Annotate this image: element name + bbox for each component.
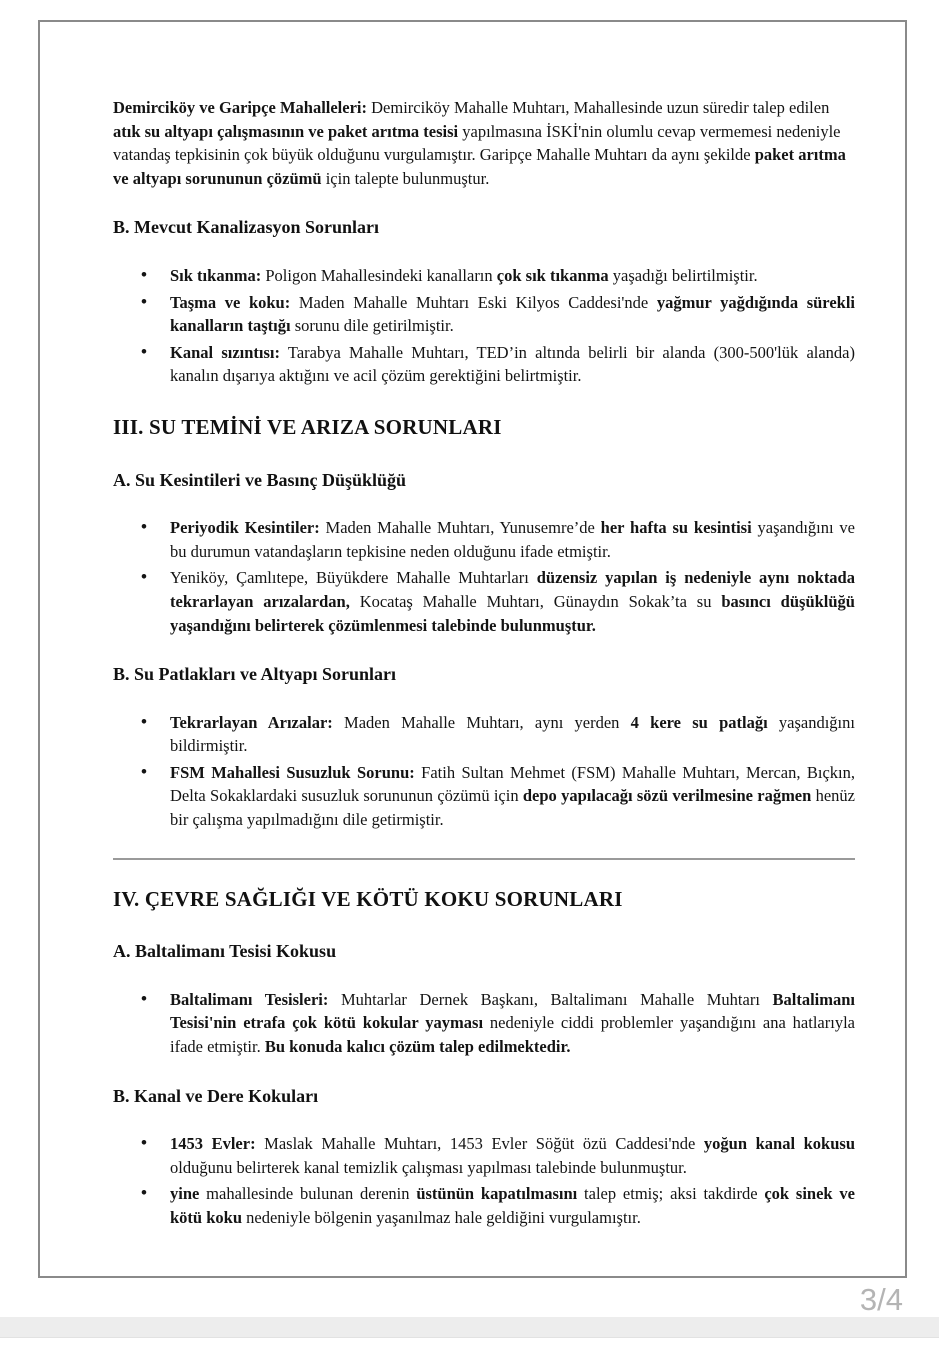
bullet-item	[113, 1182, 855, 1229]
text-segment: sorunu dile getirilmiştir.	[290, 316, 454, 336]
bullet-list-baltalimani	[113, 988, 855, 1059]
text-segment-bold: basıncı düşüklüğü yaşandığını belirterek çözümlenmesi talebinde bulunmuştur.	[170, 591, 855, 635]
subsection-heading-kanal-dere: B. Kanal ve Dere Kokuları	[113, 1085, 319, 1106]
text-segment-bold: Periyodik Kesintiler:	[170, 518, 320, 538]
text-segment: yaşadığı belirtilmiştir.	[608, 265, 758, 285]
text-segment-bold: her hafta su kesintisi	[600, 518, 752, 538]
bullet-item	[113, 988, 855, 1059]
text-segment: Poligon Mahallesindeki kanalların	[261, 265, 497, 285]
text-segment: Maden Mahalle Muhtarı, aynı yerden	[332, 712, 631, 732]
document-page	[38, 20, 907, 1278]
text-segment-bold: Baltalimanı Tesisi'nin etrafa çok kötü kokular yayması	[170, 989, 856, 1033]
text-segment: Fatih Sultan Mehmet (FSM) Mahalle Muhtarı, Mercan, Bıçkın, Delta Sokaklardaki susuzluk sorununun çözümü için	[170, 762, 855, 806]
text-segment: için talepte bulunmuştur.	[321, 168, 490, 188]
text-segment: Kocataş Mahalle Muhtarı, Günaydın Sokak’ta su	[349, 591, 722, 611]
text-segment-bold: Baltalimanı Tesisleri:	[170, 989, 329, 1009]
text-segment-bold: depo yapılacağı sözü verilmesine rağmen	[522, 786, 812, 806]
bullet-item	[113, 1132, 855, 1179]
text-segment-bold: yoğun kanal kokusu	[703, 1134, 856, 1154]
text-segment-bold: yağmur yağdığında sürekli kanalların taştığı	[170, 292, 855, 336]
bullet-list-kanalizasyon	[113, 264, 855, 388]
bullet-item	[113, 761, 855, 832]
bullet-item	[113, 516, 855, 563]
bullet-list-kanal-dere	[113, 1132, 855, 1229]
subsection-heading-baltalimani: A. Baltalimanı Tesisi Kokusu	[113, 941, 337, 962]
text-segment-bold: paket arıtma ve altyapı sorununun çözümü	[113, 145, 846, 188]
text-segment-bold: atık su altyapı çalışmasının ve paket arıtma tesisi	[113, 121, 459, 141]
text-segment: yaşandığını ve bu durumun vatandaşların tepkisine neden olduğunu ifade etmiştir.	[170, 518, 855, 561]
subsection-heading-su-patlaklari: B. Su Patlakları ve Altyapı Sorunları	[113, 664, 397, 685]
section-divider	[113, 858, 855, 860]
text-segment-bold: FSM Mahallesi Susuzluk Sorunu:	[170, 762, 415, 782]
text-segment-bold: çok sinek ve kötü koku	[170, 1184, 856, 1227]
text-segment-bold: Taşma ve koku:	[170, 292, 291, 312]
text-segment-bold: Tekrarlayan Arızalar:	[170, 712, 333, 732]
text-segment-bold: Sık tıkanma:	[170, 265, 262, 285]
text-segment-bold: düzensiz yapılan iş nedeniyle aynı noktada tekrarlayan arızalardan,	[170, 568, 855, 611]
text-segment-bold: Demirciköy ve Garipçe Mahalleleri:	[113, 98, 367, 117]
text-segment: Maslak Mahalle Muhtarı, 1453 Evler Söğüt özü Caddesi'nde	[255, 1134, 704, 1154]
text-segment: Maden Mahalle Muhtarı Eski Kilyos Caddesi'nde	[290, 292, 657, 312]
section-heading-su-temini: III. SU TEMİNİ VE ARIZA SORUNLARI	[113, 414, 502, 439]
text-segment: nedeniyle ciddi problemler yaşandığını ana hatlarıyla ifade etmiştir.	[170, 1013, 855, 1057]
text-segment: mahallesinde bulunan derenin	[199, 1184, 417, 1204]
bullet-item	[113, 341, 855, 388]
text-segment-bold: 4 kere su patlağı	[630, 712, 768, 732]
text-segment: talep etmiş; aksi takdirde	[577, 1184, 765, 1204]
text-segment: henüz bir çalışma yapılmadığını dile getirmiştir.	[170, 786, 855, 830]
text-segment: Muhtarlar Dernek Başkanı, Baltalimanı Mahalle Muhtarı	[328, 989, 773, 1009]
text-segment: Maden Mahalle Muhtarı, Yunusemre’de	[319, 518, 601, 538]
subsection-heading-su-kesintileri: A. Su Kesintileri ve Basınç Düşüklüğü	[113, 469, 407, 490]
text-segment: yaşandığını bildirmiştir.	[170, 712, 855, 756]
page-content	[40, 22, 905, 1230]
text-segment: Tarabya Mahalle Muhtarı, TED’in altında belirli bir alanda (300-500'lük alanda) kanalın dışarıya aktığını ve acil çözüm gerektiğini belirtmiştir.	[170, 342, 855, 386]
bullet-item	[113, 566, 855, 637]
bullet-item	[113, 711, 855, 758]
intro-paragraph	[113, 96, 855, 190]
text-segment: nedeniyle bölgenin yaşanılmaz hale geldiğini vurgulamıştır.	[242, 1208, 641, 1227]
text-segment-bold: Kanal sızıntısı:	[170, 342, 280, 362]
text-segment: Demirciköy Mahalle Muhtarı, Mahallesinde uzun süredir talep edilen	[367, 98, 830, 117]
text-segment: yapılmasına İSKİ'nin olumlu cevap vermemesi nedeniyle vatandaş tepkisinin çok büyük olduğunu vurgulamıştır. Garipçe Mahalle Muhtarı da aynı şekilde	[113, 121, 841, 165]
section-heading-cevre-sagligi: IV. ÇEVRE SAĞLIĞI VE KÖTÜ KOKU SORUNLARI	[113, 886, 623, 911]
text-segment: Yeniköy, Çamlıtepe, Büyükdere Mahalle Muhtarları	[170, 568, 537, 588]
bullet-item	[113, 264, 855, 288]
bullet-list-su-patlaklari	[113, 711, 855, 832]
bullet-list-su-kesintileri	[113, 516, 855, 637]
text-segment-bold: Bu konuda kalıcı çözüm talep edilmektedir.	[264, 1037, 571, 1057]
subsection-heading-mevcut-kanalizasyon: B. Mevcut Kanalizasyon Sorunları	[113, 217, 380, 238]
page-number-indicator: 3/4	[859, 1282, 903, 1317]
text-segment-bold: yine	[170, 1184, 200, 1204]
text-segment-bold: 1453 Evler:	[170, 1134, 256, 1154]
viewer-footer-bar	[0, 1317, 939, 1338]
text-segment-bold: üstünün kapatılmasını	[416, 1184, 578, 1204]
text-segment-bold: çok sık tıkanma	[496, 265, 609, 285]
bullet-item	[113, 291, 855, 338]
text-segment: olduğunu belirterek kanal temizlik çalışması yapılması talebinde bulunmuştur.	[170, 1157, 687, 1177]
